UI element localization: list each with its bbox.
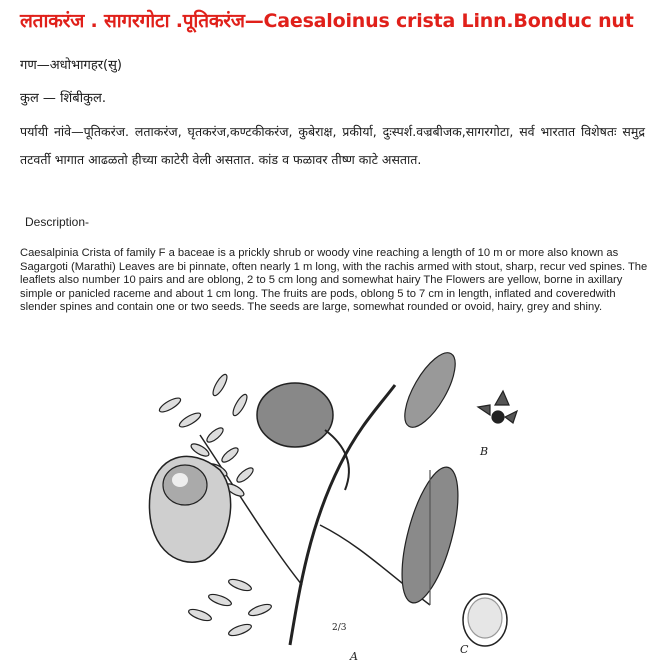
label-b: B xyxy=(480,445,489,458)
description-paragraph: Caesalpinia Crista of family F a baceae is a prickly shrub or woody vine reaching a length of 10 m or more also known as Sagargoti (Marathi) Leaves are bi pinnate, often nearly 1 m long, with the rachis armed with stout, sharp, recur ved spines. The leaflets also number 10 pairs and are oblong, 2 to 5 cm long and somewhat hairy The Flowers are yellow, borne in axillary simple or panicled raceme and about 1 cm long. The fruits are pods, oblong 5 to 7 cm in length, inflated and coveredwith slender spines and contain one or two seeds. The seeds are large, somewhat rounded or ovoid, hairy, grey and shiny. xyxy=(20,247,648,314)
description-heading: Description- xyxy=(25,215,90,229)
scale-label: 2/3 xyxy=(332,623,347,633)
botanical-illustration xyxy=(130,345,530,665)
page-title: लताकरंज . सागरगोटा .पूतिकरंज—Caesaloinus crista Linn.Bonduc nut xyxy=(20,10,634,32)
label-a: A xyxy=(350,650,358,663)
label-c: C xyxy=(460,643,469,656)
gan-line: गण—अधोभागहर(सु) xyxy=(20,58,122,73)
synonyms-paragraph: पर्यायी नांवे—पूतिकरंज. लताकरंज, घृतकरंज,कण्टकीकरंज, कुबेराक्ष, प्रकीर्या, दुःस्पर्श.वज्रबीजक,सागरगोटा, सर्व भारतात विशेषतः समुद्र तटवर्ती भागात आढळतो हीच्या काटेरी वेली असतात. कांड व फळावर तीष्ण काटे असतात. xyxy=(20,124,645,167)
kul-line: कुल — शिंबीकुल. xyxy=(20,91,106,106)
